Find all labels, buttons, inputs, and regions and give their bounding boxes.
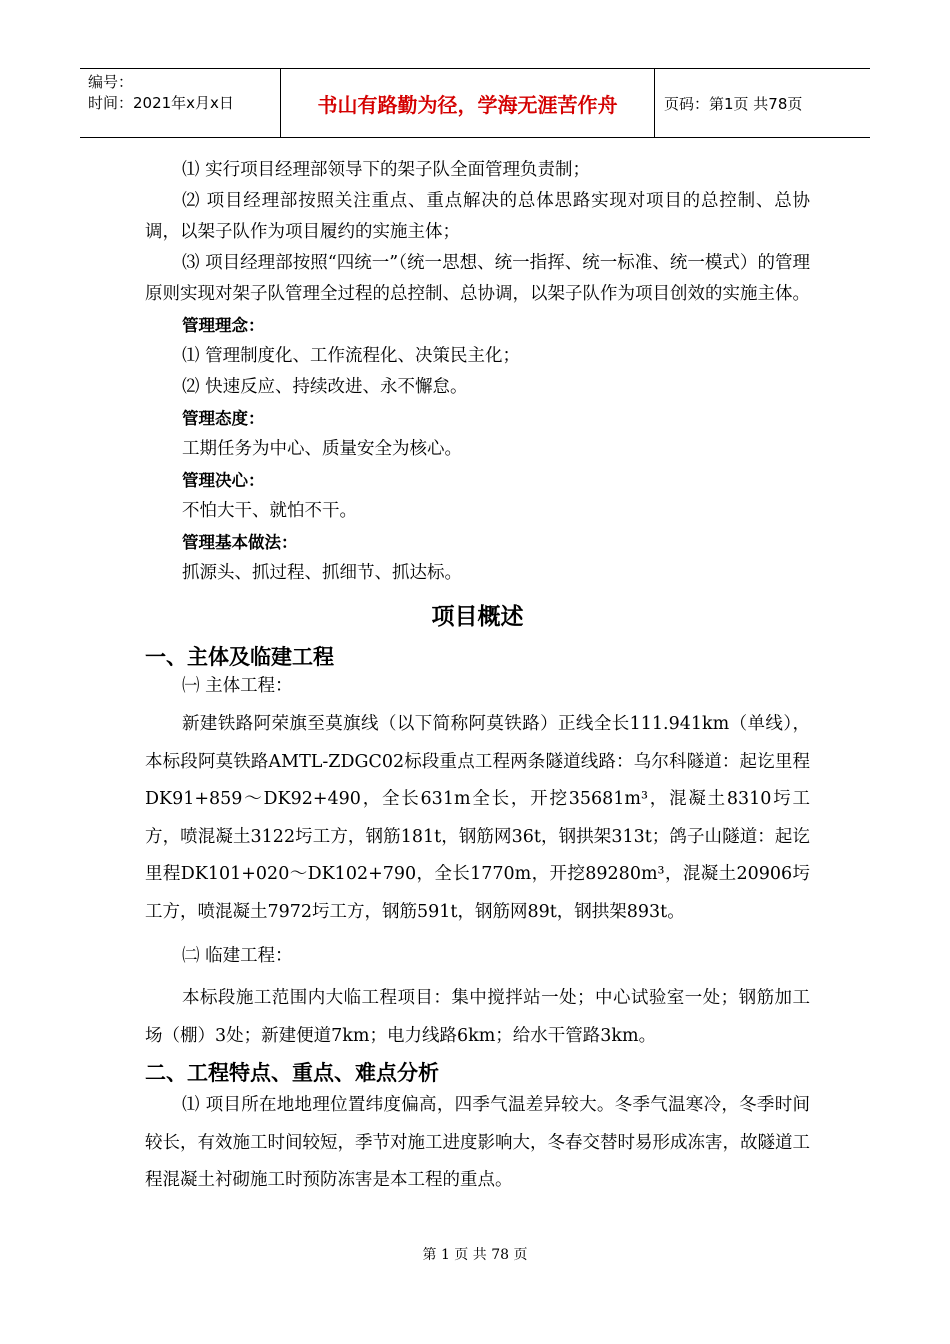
list-item: ⑵ 快速反应、持续改进、永不懈怠。 (182, 377, 468, 397)
temp-works-text: 本标段施工范围内大临工程项目：集中搅拌站一处；中心试验室一处；钢筋加工场（棚）3处；新建便道7km；电力线路6km；给水干管路3km。 (145, 988, 810, 1046)
page-header (80, 68, 870, 138)
header-page-info: 页码：第1页 共78页 (664, 94, 803, 113)
header-meta (80, 69, 281, 137)
number-label: 编号： (88, 73, 134, 91)
header-motto: 书山有路勤为径，学海无涯苦作舟 (281, 69, 655, 137)
paragraph: ⑵ 项目经理部按照关注重点、重点解决的总体思路实现对项目的总控制、总协调，以架子队作为项目履约的实施主体； (145, 191, 810, 242)
resolve-heading: 管理决心： (182, 471, 265, 490)
main-works-text: 新建铁路阿荣旗至莫旗线（以下简称阿莫铁路）正线全长111.941km（单线），本标段阿莫铁路AMTL-ZDGC02标段重点工程两条隧道线路：乌尔科隧道：起讫里程DK91+859～DK92+490，全长631m全长，开挖35681m³，混凝土8310圬工方，喷混凝土3122圬工方，钢筋181t，钢筋网36t，钢拱架313t；鸽子山隧道：起讫里程DK101+020～DK102+790，全长1770m，开挖89280m³，混凝土20906圬工方，喷混凝土7972圬工方，钢筋591t，钢筋网89t，钢拱架893t。 (145, 714, 810, 922)
attitude-text: 工期任务为中心、质量安全为核心。 (182, 439, 462, 459)
resolve-text: 不怕大干、就怕不干。 (182, 501, 357, 521)
paragraph: ⑴ 实行项目经理部领导下的架子队全面管理负责制； (182, 160, 591, 180)
method-heading: 管理基本做法： (182, 533, 298, 552)
document-body (145, 155, 810, 1200)
concept-heading: 管理理念： (182, 316, 265, 335)
date-label: 时间：2021年x月x日 (88, 94, 234, 112)
paragraph: ⑶ 项目经理部按照“四统一”（统一思想、统一指挥、统一标准、统一模式）的管理原则实现对架子队管理全过程的总控制、总协调，以架子队作为项目创效的实施主体。 (145, 253, 810, 304)
page-footer: 第 1 页 共 78 页 (422, 1247, 528, 1263)
temp-works-label: ㈡ 临建工程： (182, 946, 293, 966)
analysis-text: ⑴ 项目所在地地理位置纬度偏高，四季气温差异较大。冬季气温寒冷，冬季时间较长，有效施工时间较短，季节对施工进度影响大，冬春交替时易形成冻害，故隧道工程混凝土衬砌施工时预防冻害是本工程的重点。 (145, 1095, 810, 1190)
overview-title: 项目概述 (431, 604, 524, 630)
list-item: ⑴ 管理制度化、工作流程化、决策民主化； (182, 346, 521, 366)
main-works-label: ㈠ 主体工程： (182, 676, 293, 696)
section-title: 二、工程特点、重点、难点分析 (145, 1061, 439, 1085)
attitude-heading: 管理态度： (182, 409, 265, 428)
method-text: 抓源头、抓过程、抓细节、抓达标。 (182, 563, 462, 583)
section-title: 一、主体及临建工程 (145, 645, 334, 669)
